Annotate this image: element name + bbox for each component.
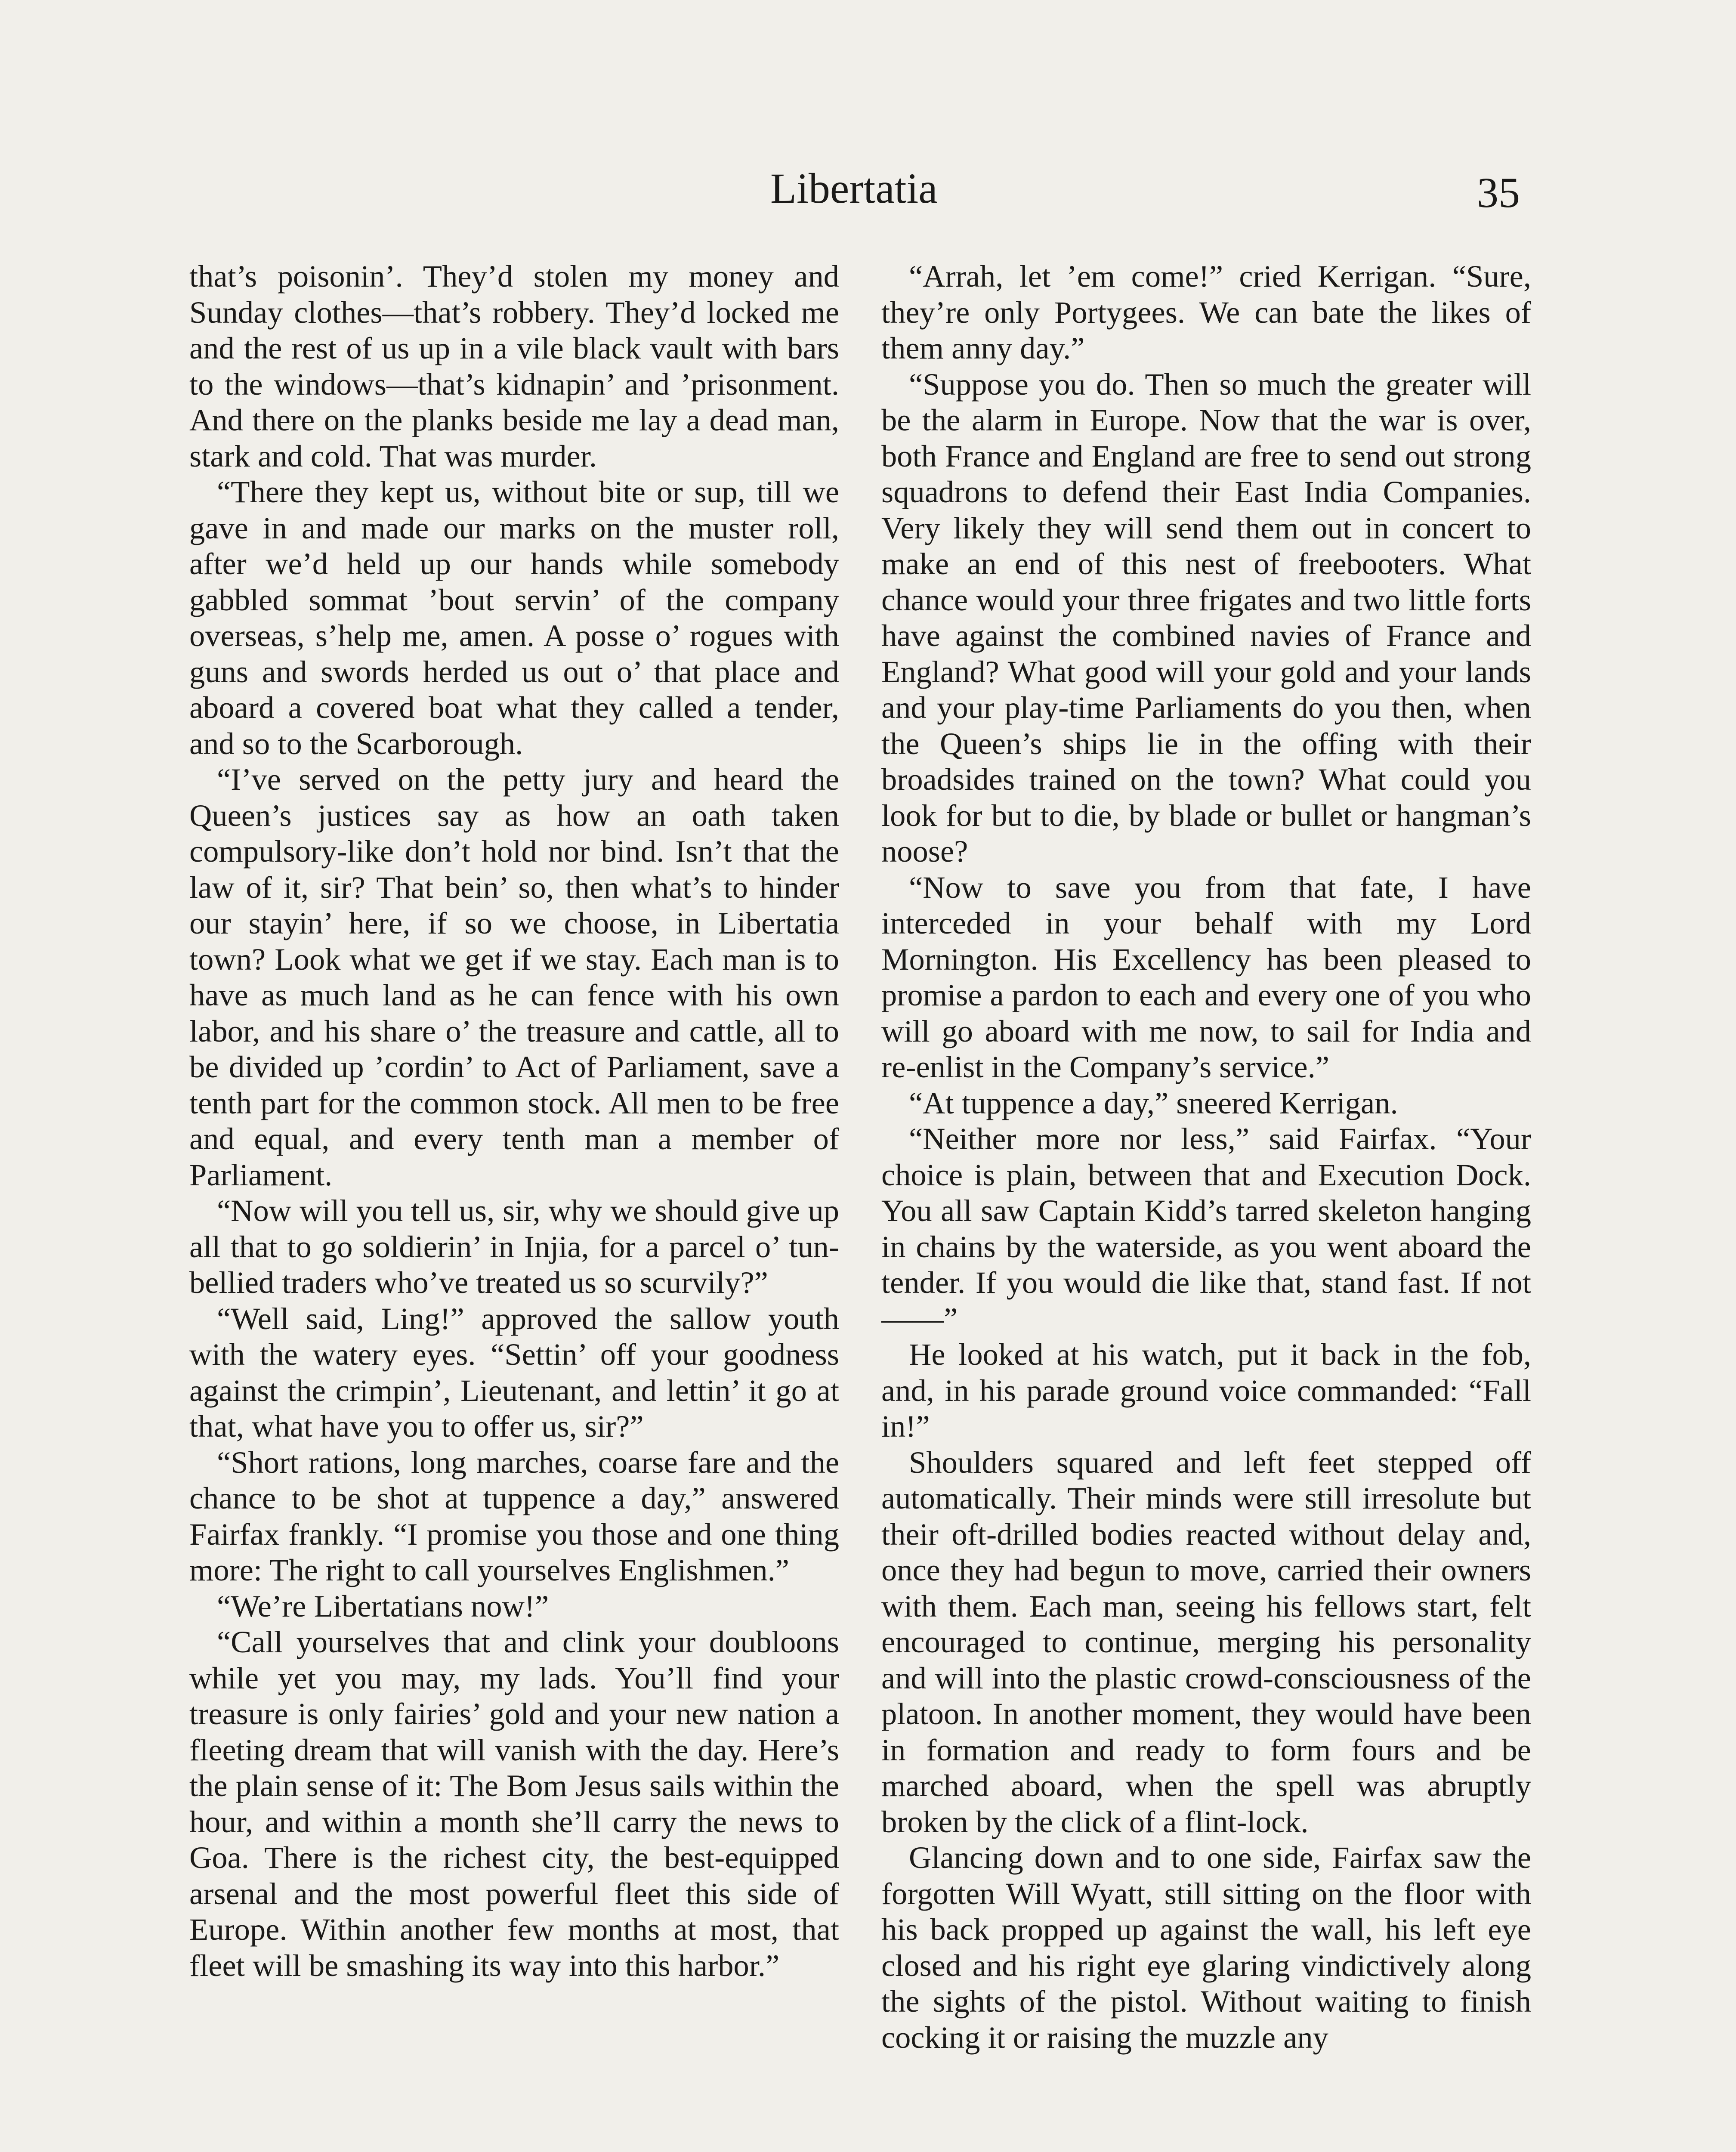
paragraph: “Now to save you from that fate, I have interceded in your behalf with my Lord Mornington. His Excellency has been pleased to promise a pardon to each and every one of you who will go aboard with me now, to sail for India and re-enlist in the Company’s service.”	[881, 869, 1531, 1084]
page-number: 35	[1477, 169, 1520, 216]
paragraph: “At tuppence a day,” sneered Kerrigan.	[909, 1085, 1398, 1120]
text-column-right	[881, 258, 1531, 2055]
text-column-left	[189, 258, 839, 1983]
paragraph: “I’ve served on the petty jury and heard the Queen’s justices say as how an oath taken compulsory-like don’t hold nor bind. Isn’t that the law of it, sir? That bein’ so, then what’s to hinder our stayin’ here, if so we choose, in Libertatia town? Look what we get if we stay. Each man is to have as much land as he can fence with his own labor, and his share o’ the treasure and cattle, all to be divided up ’cordin’ to Act of Parliament, save a tenth part for the common stock. All men to be free and equal, and every tenth man a member of Parliament.	[189, 762, 839, 1192]
running-title: Libertatia	[770, 164, 938, 212]
paragraph: “Short rations, long marches, coarse fare and the chance to be shot at tuppence a day,” answered Fairfax frankly. “I promise you those and one thing more: The right to call yourselves Englishmen.”	[189, 1444, 839, 1587]
paragraph: Glancing down and to one side, Fairfax saw the forgotten Will Wyatt, still sitting on the floor with his back propped up against the wall, his left eye closed and his right eye glaring vindictively along the sights of the pistol. Without waiting to finish cocking it or raising the muzzle any	[881, 1840, 1531, 2055]
page-header	[0, 164, 1736, 220]
paragraph: “Well said, Ling!” approved the sallow youth with the watery eyes. “Settin’ off your goodness against the crimpin’, Lieutenant, and lettin’ it go at that, what have you to offer us, sir?”	[189, 1301, 839, 1444]
paragraph: “There they kept us, without bite or sup, till we gave in and made our marks on the muster roll, after we’d held up our hands while somebody gabbled sommat ’bout servin’ of the company overseas, s’help me, amen. A posse o’ rogues with guns and swords herded us out o’ that place and aboard a covered boat what they called a tender, and so to the Scarborough.	[189, 474, 839, 761]
paragraph: “Suppose you do. Then so much the greater will be the alarm in Europe. Now that the war is over, both France and England are free to send out strong squadrons to defend their East India Companies. Very likely they will send them out in concert to make an end of this nest of freebooters. What chance would your three frigates and two little forts have against the combined navies of France and England? What good will your gold and your lands and your play-time Parliaments do you then, when the Queen’s ships lie in the offing with their broadsides trained on the town? What could you look for but to die, by blade or bullet or hangman’s noose?	[881, 366, 1531, 869]
paragraph: “Now will you tell us, sir, why we should give up all that to go soldierin’ in Injia, for a parcel o’ tun-bellied traders who’ve treated us so scurvily?”	[189, 1193, 839, 1300]
paragraph: “Call yourselves that and clink your doubloons while yet you may, my lads. You’ll find your treasure is only fairies’ gold and your new nation a fleeting dream that will vanish with the day. Here’s the plain sense of it: The Bom Jesus sails within the hour, and within a month she’ll carry the news to Goa. There is the richest city, the best-equipped arsenal and the most powerful fleet this side of Europe. Within another few months at most, that fleet will be smashing its way into this harbor.”	[189, 1624, 839, 1983]
paragraph: “We’re Libertatians now!”	[217, 1588, 549, 1623]
paragraph: “Neither more nor less,” said Fairfax. “Your choice is plain, between that and Execution Dock. You all saw Captain Kidd’s tarred skeleton hanging in chains by the waterside, as you went aboard the tender. If you would die like that, stand fast. If not——”	[881, 1121, 1531, 1336]
paragraph: He looked at his watch, put it back in the fob, and, in his parade ground voice commanded: “Fall in!”	[881, 1337, 1531, 1444]
paragraph: that’s poisonin’. They’d stolen my money and Sunday clothes—that’s robbery. They’d locked me and the rest of us up in a vile black vault with bars to the windows—that’s kidnapin’ and ’prisonment. And there on the planks beside me lay a dead man, stark and cold. That was murder.	[189, 259, 839, 473]
paragraph: Shoulders squared and left feet stepped off automatically. Their minds were still irresolute but their oft-drilled bodies reacted without delay and, once they had begun to move, carried their owners with them. Each man, seeing his fellows start, felt encouraged to continue, merging his personality and will into the plastic crowd-consciousness of the platoon. In another moment, they would have been in formation and ready to form fours and be marched aboard, when the spell was abruptly broken by the click of a flint-lock.	[881, 1444, 1531, 1839]
paragraph: “Arrah, let ’em come!” cried Kerrigan. “Sure, they’re only Portygees. We can bate the likes of them anny day.”	[881, 259, 1531, 365]
